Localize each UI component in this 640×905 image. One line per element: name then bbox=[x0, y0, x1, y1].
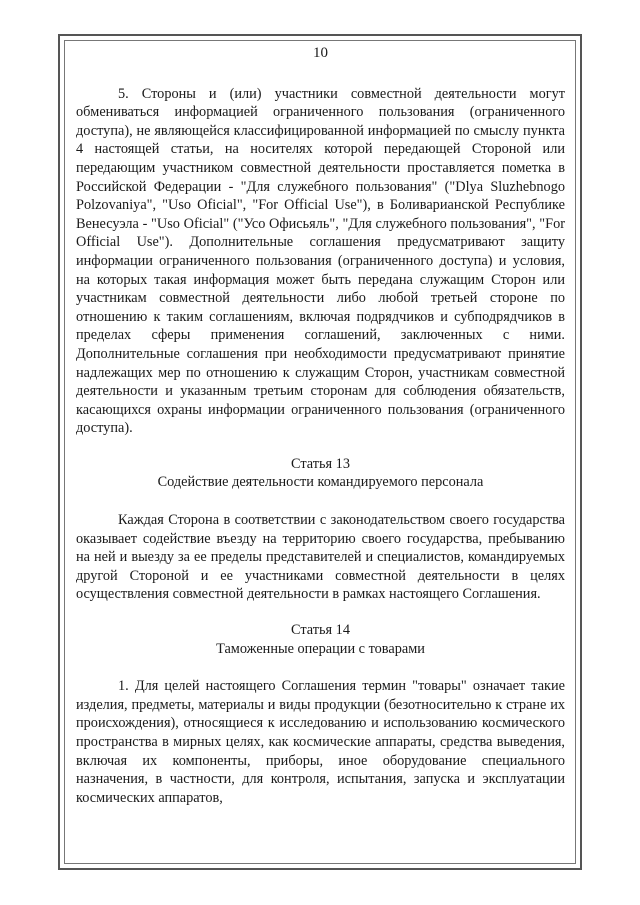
document-body bbox=[76, 44, 565, 807]
paragraph-5: 5. Стороны и (или) участники совместной деятельности могут обмениваться информацией ограниченного пользования (ограниченного доступа), не являющейся классифицированной информацией по смыслу пункта 4 настоящей статьи, на носителях которой передающей Стороной или передающим участником совместной деятельности проставляется пометка в Российской Федерации - "Для служебного пользования" ("Dlya Sluzhebnogo Polzovaniya", "Uso Oficial", "For Official Use"), в Боливарианской Республике Венесуэла - "Uso Oficial" ("Усо Офисьяль", "Для служебного пользования", "For Official Use"). Дополнительные соглашения предусматривают защиту информации ограниченного пользования (ограниченного доступа) и условия, на которых такая информация может быть передана служащим Сторон или участникам совместной деятельности либо любой третьей стороне по отношению к таким соглашениям, включая подрядчиков и субподрядчиков в пределах сферы применения соглашений, заключенных с ними. Дополнительные соглашения при необходимости предусматривают принятие надлежащих мер по отношению к служащим Сторон, участникам совместной деятельности и указанным третьим сторонам для соблюдения обязательств, касающихся охраны информации ограниченного пользования (ограниченного доступа). bbox=[76, 85, 565, 437]
article-14-title: Статья 14 bbox=[291, 622, 350, 639]
article-13-subtitle: Содействие деятельности командируемого персонала bbox=[157, 474, 484, 491]
page-number: 10 bbox=[313, 45, 328, 61]
article-14-subtitle: Таможенные операции с товарами bbox=[216, 640, 425, 657]
article-13-title: Статья 13 bbox=[291, 455, 350, 472]
article-14-text: 1. Для целей настоящего Соглашения термин "товары" означает такие изделия, предметы, материалы и виды продукции (безотносительно к стране их происхождения), относящиеся к исследованию и использованию космического пространства в мирных целях, как космические аппараты, средства выведения, включая их компоненты, приборы, иное оборудование специального назначения, в частности, для контроля, испытания, запуска и эксплуатации космических аппаратов, bbox=[76, 678, 565, 806]
article-13-text: Каждая Сторона в соответствии с законодательством своего государства оказывает содействие въезду на территорию своего государства, пребыванию на ней и выезду за ее пределы представителей и специалистов, командируемых другой Стороной и ее участниками совместной деятельности в целях осуществления совместной деятельности в рамках настоящего Соглашения. bbox=[76, 512, 565, 603]
